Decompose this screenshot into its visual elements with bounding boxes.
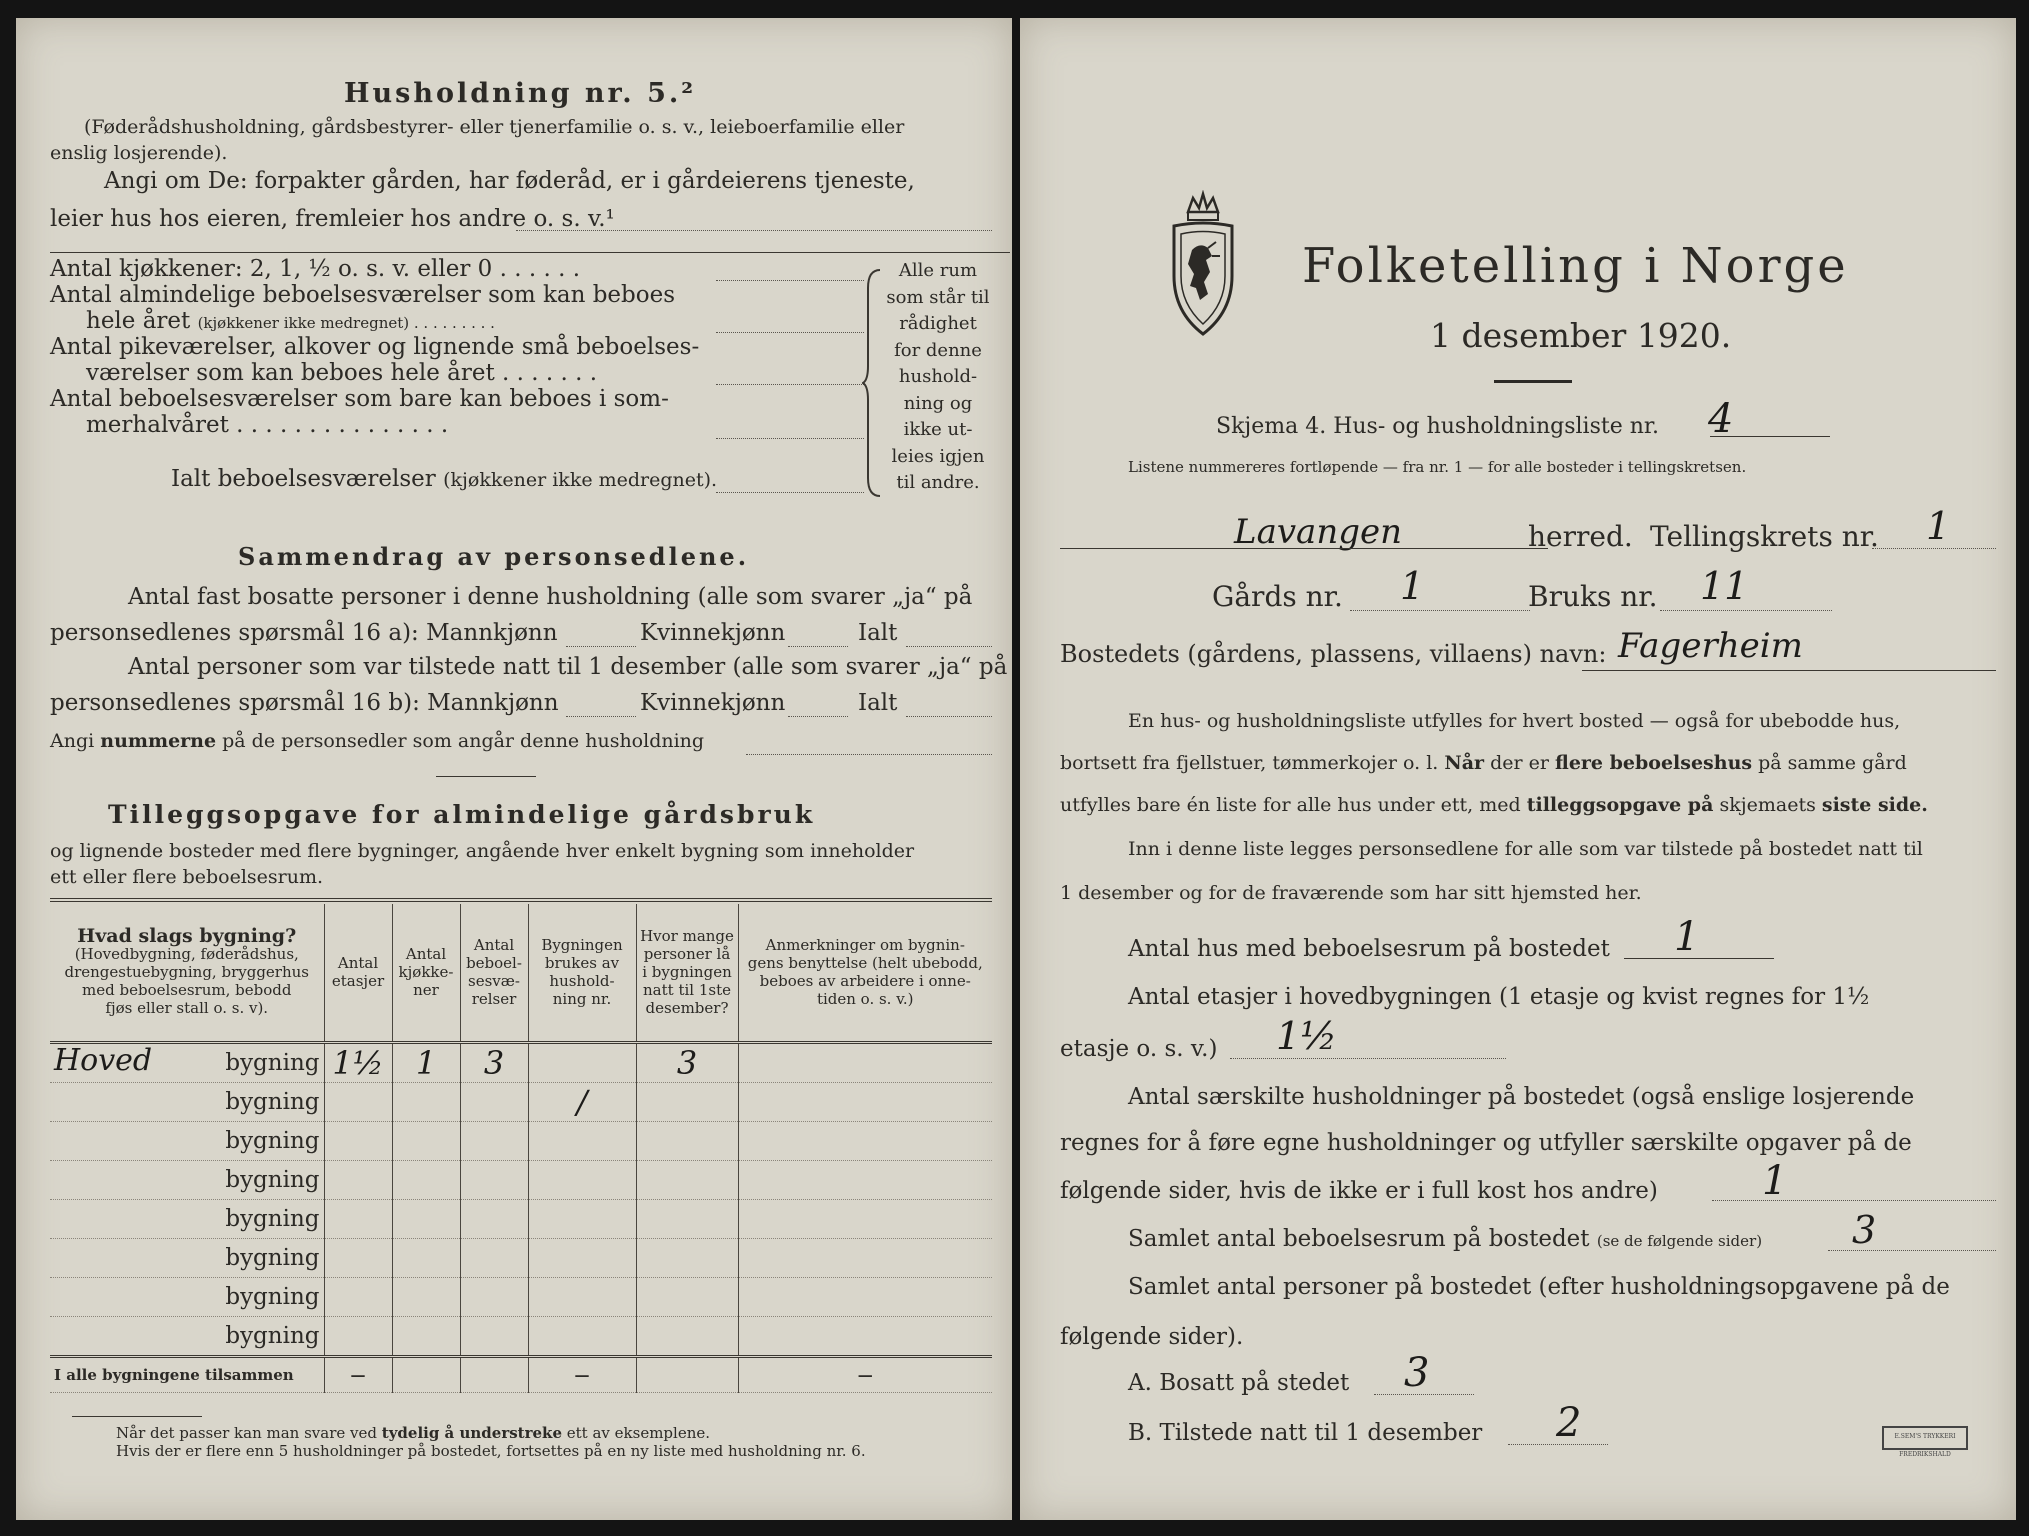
building-type-cell (50, 1121, 324, 1160)
total-label: I alle bygningene tilsammen (50, 1356, 324, 1392)
building-type-cell (50, 1042, 324, 1082)
building-label: bygning (225, 1283, 320, 1310)
cell-kjokken (392, 1277, 460, 1316)
bracket-icon (862, 268, 884, 498)
bracket-note: Alle rum som står til rådighet for denne hushold- ning og ikke ut- leies igjen til andre. (886, 260, 990, 493)
summary-line-1: Antal fast bosatte personer i denne husholdning (alle som svarer „ja“ på (128, 584, 973, 610)
col-building-type: Hvad slags bygning? (Hovedbygning, føderådshus, drengestuebygning, bryggerhus med beboelsesrum, bebodd fjøs eller stall o. s. v). (50, 904, 324, 1042)
summary-line-4-women: Kvinnekjønn (640, 690, 786, 716)
cell-personer (636, 1082, 738, 1121)
bosatt-label: A. Bosatt på stedet (1128, 1370, 1350, 1396)
col-rooms: Antal beboel- sesvæ- relser (460, 904, 528, 1042)
etasjer-value: 1½ (1276, 1014, 1338, 1058)
cell-etasjer (324, 1199, 392, 1238)
building-type-cell (50, 1082, 324, 1121)
samlet-rum-value: 3 (1852, 1208, 1877, 1252)
schema-label: Skjema 4. Hus- og husholdningsliste nr. (1216, 414, 1659, 439)
herred-label: herred. (1528, 520, 1633, 553)
gards-value: 1 (1400, 564, 1425, 608)
ordinary-rooms-note: (kjøkkener ikke medregnet) . . . . . . . . . (197, 314, 495, 332)
cell-personer (636, 1238, 738, 1277)
summary-line-2: personsedlenes spørsmål 16 a): Mannkjønn (50, 620, 558, 646)
cell-etasjer (324, 1316, 392, 1356)
printer-stamp: E.SEM'S TRYKKERI FREDRIKSHALD (1882, 1426, 1968, 1450)
cell-etasjer (324, 1238, 392, 1277)
cell-anm (738, 1082, 992, 1121)
samlet-rum: Samlet antal beboelsesrum på bostedet (se de følgende sider) (1128, 1226, 1763, 1252)
building-label: bygning (225, 1088, 320, 1115)
numbering-note: Listene nummereres fortløpende — fra nr. 1 — for alle bosteder i tellingskretsen. (1128, 458, 1747, 476)
cell-anm (738, 1042, 992, 1082)
summary-line-4-total: Ialt (858, 690, 898, 716)
bosted-value: Fagerheim (1618, 626, 1803, 666)
table-row (50, 1316, 992, 1356)
summary-line-3: Antal personer som var tilstede natt til 1 desember (alle som svarer „ja“ på (128, 654, 1008, 680)
cell-kjokken (392, 1199, 460, 1238)
col-kitchens: Antal kjøkke- ner (392, 904, 460, 1042)
left-page (16, 18, 1012, 1520)
summer-rooms-label: Antal beboelsesværelser som bare kan beboes i som- (50, 386, 669, 412)
ordinary-rooms-label: Antal almindelige beboelsesværelser som kan beboes (50, 282, 676, 308)
building-type-cell (50, 1160, 324, 1199)
table-row (50, 1121, 992, 1160)
cell-personer: 3 (636, 1042, 738, 1082)
cell-kjokken (392, 1316, 460, 1356)
krets-label: Tellingskrets nr. (1650, 520, 1879, 553)
instr-4: Inn i denne liste legges personsedlene for alle som var tilstede på bostedet natt til (1128, 838, 1923, 860)
building-label: bygning (225, 1322, 320, 1349)
cell-anm (738, 1199, 992, 1238)
summary-line-2-total: Ialt (858, 620, 898, 646)
herred-value: Lavangen (1234, 512, 1403, 552)
schema-number: 4 (1708, 396, 1734, 442)
summer-rooms-label-2: merhalvåret . . . . . . . . . . . . . . . (86, 412, 449, 438)
main-title: Folketelling i Norge (1302, 238, 1849, 294)
census-date: 1 desember 1920. (1430, 316, 1732, 355)
supplement-desc-1: og lignende bosteder med flere bygninger, angående hver enkelt bygning som inneholder (50, 840, 915, 862)
samlet-pers-1: Samlet antal personer på bostedet (efter husholdningsopgavene på de (1128, 1274, 1950, 1300)
cell-etasjer (324, 1277, 392, 1316)
col-floors: Antal etasjer (324, 904, 392, 1042)
coat-of-arms-icon (1168, 190, 1238, 340)
cell-personer (636, 1199, 738, 1238)
saer-value: 1 (1762, 1158, 1788, 1204)
cell-kjokken: 1 (392, 1042, 460, 1082)
household-heading: Husholdning nr. 5.² (344, 78, 697, 109)
col-household: Bygningen brukes av hushold- ning nr. (528, 904, 636, 1042)
total-cell (636, 1356, 738, 1392)
cell-husholdning: / (528, 1082, 636, 1121)
saer-line-1: Antal særskilte husholdninger på bostedet (også enslige losjerende (1128, 1084, 1915, 1110)
building-type-cell (50, 1238, 324, 1277)
table-row (50, 1160, 992, 1199)
angi-line-1: Angi om De: forpakter gården, har føderåd, er i gårdeierens tjeneste, (104, 168, 915, 194)
cell-vaerelser (460, 1316, 528, 1356)
cell-personer (636, 1160, 738, 1199)
cell-husholdning (528, 1316, 636, 1356)
summary-line-4: personsedlenes spørsmål 16 b): Mannkjønn (50, 690, 559, 716)
intro-line-1: (Føderådshusholdning, gårdsbestyrer- eller tjenerfamilie o. s. v., leieboerfamilie eller (84, 116, 905, 138)
angi-line-2: leier hus hos eieren, fremleier hos andre o. s. v.¹ (50, 206, 615, 232)
saer-line-2: regnes for å føre egne husholdninger og utfyller særskilte opgaver på de (1060, 1130, 1912, 1156)
table-row (50, 1277, 992, 1316)
table-row (50, 1082, 992, 1121)
maid-rooms-label: Antal pikeværelser, alkover og lignende små beboelses- (50, 334, 700, 360)
table-row (50, 1238, 992, 1277)
cell-vaerelser (460, 1277, 528, 1316)
cell-husholdning (528, 1121, 636, 1160)
cell-etasjer (324, 1121, 392, 1160)
buildings-table (50, 904, 992, 1393)
saer-line-3: følgende sider, hvis de ikke er i full kost hos andre) (1060, 1178, 1658, 1204)
building-name: Hoved (54, 1042, 153, 1078)
hus-value: 1 (1674, 914, 1700, 960)
ordinary-rooms-label-2: hele året (86, 308, 191, 334)
cell-anm (738, 1160, 992, 1199)
cell-kjokken (392, 1121, 460, 1160)
footnote-1: Når det passer kan man svare ved tydelig å understreke ett av eksemplene. (116, 1424, 711, 1442)
building-type-cell (50, 1277, 324, 1316)
total-cell: — (528, 1356, 636, 1392)
footnote-2: Hvis der er flere enn 5 husholdninger på bostedet, fortsettes på en ny liste med husholdning nr. 6. (116, 1442, 866, 1460)
cell-etasjer: 1½ (324, 1042, 392, 1082)
cell-kjokken (392, 1082, 460, 1121)
etasjer-line-2: etasje o. s. v.) (1060, 1036, 1218, 1062)
cell-personer (636, 1316, 738, 1356)
instr-1: En hus- og husholdningsliste utfylles for hvert bosted — også for ubebodde hus, (1128, 710, 1901, 732)
gards-label: Gårds nr. (1212, 580, 1343, 613)
building-label: bygning (225, 1166, 320, 1193)
etasjer-line-1: Antal etasjer i hovedbygningen (1 etasje og kvist regnes for 1½ (1128, 984, 1870, 1010)
intro-line-2: enslig losjerende). (50, 142, 228, 164)
table-row (50, 1042, 992, 1082)
maid-rooms-label-2: værelser som kan beboes hele året . . . . . . . (86, 360, 598, 386)
cell-kjokken (392, 1238, 460, 1277)
tilstede-value: 2 (1556, 1400, 1582, 1446)
cell-etasjer (324, 1082, 392, 1121)
cell-anm (738, 1316, 992, 1356)
cell-husholdning (528, 1277, 636, 1316)
bosted-label: Bostedets (gårdens, plassens, villaens) navn: (1060, 640, 1607, 668)
cell-husholdning (528, 1238, 636, 1277)
bruks-value: 11 (1700, 564, 1749, 608)
kitchens-label: Antal kjøkkener: 2, 1, ½ o. s. v. eller 0 . . . . . . (50, 256, 581, 282)
building-label: bygning (225, 1244, 320, 1271)
right-page (1020, 18, 2016, 1520)
cell-anm (738, 1277, 992, 1316)
building-label: bygning (225, 1049, 320, 1076)
building-label: bygning (225, 1205, 320, 1232)
instr-5: 1 desember og for de fraværende som har sitt hjemsted her. (1060, 882, 1642, 904)
tilstede-label: B. Tilstede natt til 1 desember (1128, 1420, 1483, 1446)
cell-anm (738, 1238, 992, 1277)
supplement-desc-2: ett eller flere beboelsesrum. (50, 866, 324, 888)
col-persons: Hvor mange personer lå i bygningen natt til 1ste desember? (636, 904, 738, 1042)
bosatt-value: 3 (1404, 1350, 1430, 1396)
cell-kjokken (392, 1160, 460, 1199)
cell-personer (636, 1277, 738, 1316)
cell-vaerelser (460, 1160, 528, 1199)
summary-line-2-women: Kvinnekjønn (640, 620, 786, 646)
cell-husholdning (528, 1199, 636, 1238)
angi-numbers: Angi nummerne på de personsedler som angår denne husholdning (50, 730, 705, 752)
cell-personer (636, 1121, 738, 1160)
total-cell: — (324, 1356, 392, 1392)
cell-vaerelser (460, 1082, 528, 1121)
cell-vaerelser (460, 1121, 528, 1160)
instr-3: utfylles bare én liste for alle hus under ett, med tilleggsopgave på skjemaets siste side. (1060, 794, 1928, 816)
building-type-cell (50, 1199, 324, 1238)
total-cell (460, 1356, 528, 1392)
summary-heading: Sammendrag av personsedlene. (238, 542, 750, 571)
cell-husholdning (528, 1160, 636, 1199)
instr-2: bortsett fra fjellstuer, tømmerkojer o. l. Når der er flere beboelseshus på samme gård (1060, 752, 1907, 774)
total-cell: — (738, 1356, 992, 1392)
krets-value: 1 (1926, 504, 1951, 548)
total-rooms-label: Ialt beboelsesværelser (171, 466, 436, 492)
total-row (50, 1356, 992, 1392)
building-type-cell (50, 1316, 324, 1356)
total-cell (392, 1356, 460, 1392)
cell-vaerelser: 3 (460, 1042, 528, 1082)
cell-anm (738, 1121, 992, 1160)
col-remarks: Anmerkninger om bygnin- gens benyttelse (helt ubebodd, beboes av arbeidere i onne- tiden o. s. v.) (738, 904, 992, 1042)
supplement-heading: Tilleggsopgave for almindelige gårdsbruk (108, 800, 816, 829)
cell-vaerelser (460, 1199, 528, 1238)
samlet-pers-2: følgende sider). (1060, 1324, 1244, 1350)
hus-label: Antal hus med beboelsesrum på bostedet (1128, 936, 1610, 962)
total-rooms-note: (kjøkkener ikke medregnet). (443, 469, 718, 491)
cell-etasjer (324, 1160, 392, 1199)
table-row (50, 1199, 992, 1238)
bruks-label: Bruks nr. (1528, 580, 1658, 613)
cell-vaerelser (460, 1238, 528, 1277)
building-label: bygning (225, 1127, 320, 1154)
cell-husholdning (528, 1042, 636, 1082)
